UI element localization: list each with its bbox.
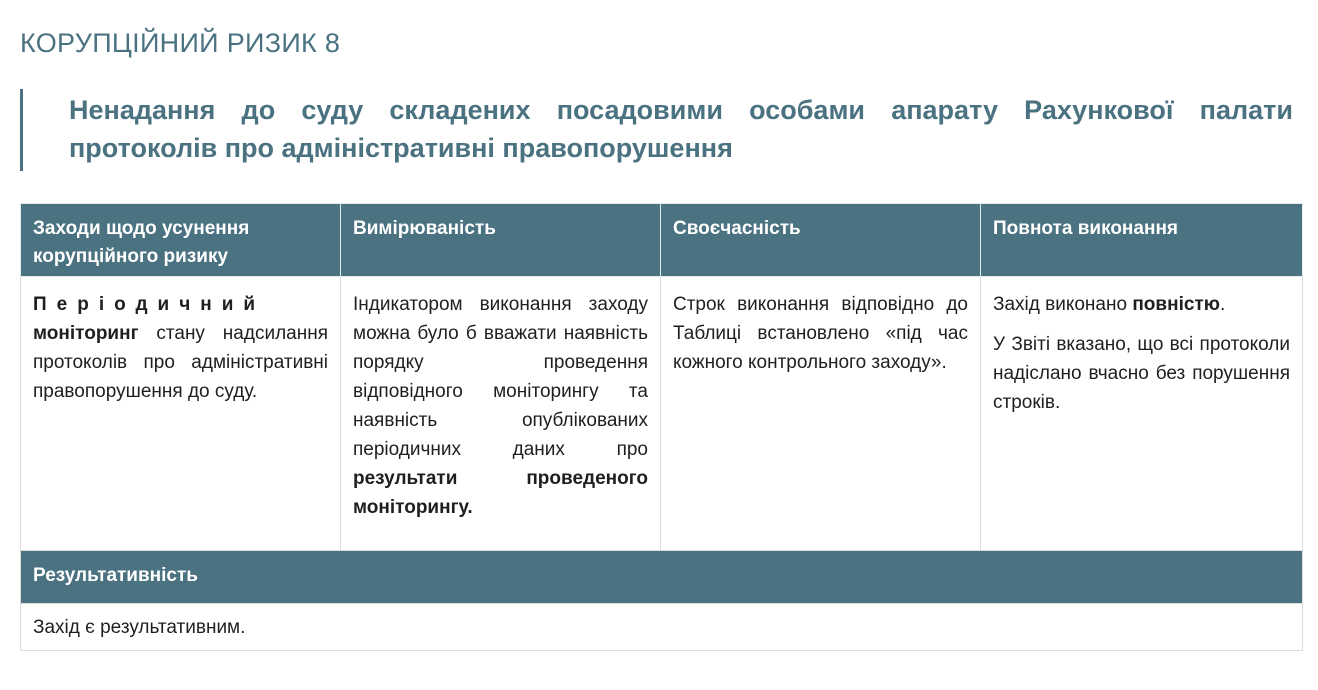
measurability-bold: результати проведеного моніторингу. xyxy=(353,468,648,518)
measures-bold: моніторинг xyxy=(33,323,139,344)
results-header: Результативність xyxy=(21,551,1303,604)
cell-completeness xyxy=(981,277,1303,551)
measures-text xyxy=(33,290,328,406)
results-row xyxy=(21,604,1303,651)
measures-rest: стану надсилання протоколів про адміністративні правопорушення до суду. xyxy=(33,323,328,402)
results-header-row xyxy=(21,551,1303,604)
header-completeness: Повнота виконання xyxy=(981,204,1303,277)
table-row xyxy=(21,277,1303,551)
measures-bold-spaced: Періодичний xyxy=(33,294,266,315)
completeness-after: . xyxy=(1219,294,1226,315)
measures-table xyxy=(20,203,1303,651)
completeness-before: Захід виконано xyxy=(993,294,1133,315)
risk-title-block xyxy=(20,89,1297,171)
measurability-text xyxy=(353,290,648,522)
risk-label: КОРУПЦІЙНИЙ РИЗИК 8 xyxy=(20,28,341,58)
header-measures: Заходи щодо усунення корупційного ризику xyxy=(21,204,341,277)
header-timeliness: Своєчасність xyxy=(661,204,981,277)
risk-title: Ненадання до суду складених посадовими особами апарату Рахункової палати протоколів про адміністративні правопорушення xyxy=(69,95,1293,163)
measurability-plain: Індикатором виконання заходу можна було б вважати наявність порядку проведення відповідного моніторингу та наявність опублікованих періодичних даних про xyxy=(353,294,648,460)
cell-measurability xyxy=(341,277,661,551)
timeliness-text: Строк виконання відповідно до Таблиці встановлено «під час кожного контрольного заходу». xyxy=(673,294,968,373)
cell-measures xyxy=(21,277,341,551)
completeness-bold: повністю xyxy=(1132,294,1220,315)
table-header-row xyxy=(21,204,1303,277)
completeness-status xyxy=(993,290,1290,319)
cell-timeliness xyxy=(661,277,981,551)
header-measurability: Вимірюваність xyxy=(341,204,661,277)
results-text: Захід є результативним. xyxy=(21,604,1303,651)
completeness-note: У Звіті вказано, що всі протоколи надіслано вчасно без порушення строків. xyxy=(993,334,1290,413)
